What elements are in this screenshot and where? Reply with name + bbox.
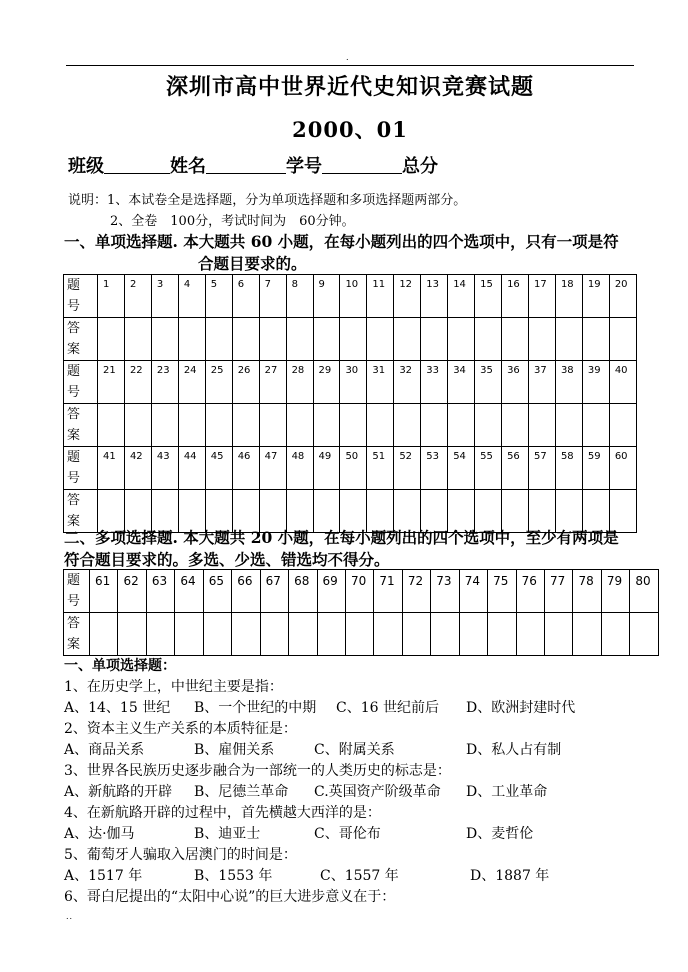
answer-cell[interactable] bbox=[394, 318, 421, 361]
header-rule bbox=[66, 65, 634, 66]
question-number: 59 bbox=[587, 451, 601, 462]
question-number: 1 bbox=[103, 279, 110, 290]
question-number-cell bbox=[573, 570, 601, 613]
q2-option-d: D、私人占有制 bbox=[466, 742, 562, 758]
question-number: 33 bbox=[426, 365, 439, 376]
question-number-cell bbox=[609, 361, 636, 404]
question-number: 17 bbox=[534, 279, 547, 290]
question-6-stem: 6、哥白尼提出的“太阳中心说”的巨大进步意义在于： bbox=[64, 889, 396, 905]
q1-option-d: D、欧洲封建时代 bbox=[466, 700, 576, 716]
question-number: 13 bbox=[426, 279, 439, 290]
question-number: 4 bbox=[183, 279, 191, 290]
question-number-cell bbox=[345, 570, 373, 613]
answer-cell[interactable] bbox=[232, 318, 259, 361]
question-number-cell bbox=[289, 570, 317, 613]
question-number: 49 bbox=[318, 451, 332, 462]
answer-cell[interactable] bbox=[178, 404, 205, 447]
q1-option-c: C、16 世纪前后 bbox=[336, 700, 439, 716]
question-number-cell bbox=[118, 570, 146, 613]
question-number-cell bbox=[259, 447, 286, 490]
question-number-row bbox=[64, 447, 637, 490]
question-number-cell bbox=[555, 447, 582, 490]
answer-cell[interactable] bbox=[582, 318, 609, 361]
answer-cell[interactable] bbox=[286, 318, 313, 361]
answer-cell[interactable] bbox=[232, 613, 260, 656]
q4-option-a: A、达·伽马 bbox=[64, 826, 135, 842]
question-number: 65 bbox=[208, 574, 225, 588]
question-number-label: 题号 bbox=[67, 573, 81, 609]
instructions-line-1: 说明：1、本试卷全是选择题，分为单项选择题和多项选择题两部分。 bbox=[68, 193, 467, 208]
q1-option-b: B、一个世纪的中期 bbox=[194, 700, 317, 716]
question-number: 32 bbox=[399, 365, 413, 376]
question-number-cell bbox=[317, 570, 345, 613]
question-number-cell bbox=[421, 361, 448, 404]
question-number: 6 bbox=[237, 279, 245, 290]
question-number: 14 bbox=[453, 279, 466, 290]
question-number-cell bbox=[402, 570, 430, 613]
question-number: 16 bbox=[507, 279, 520, 290]
question-number: 23 bbox=[156, 365, 170, 376]
class-blank[interactable] bbox=[104, 155, 170, 174]
question-number: 48 bbox=[291, 451, 305, 462]
answer-cell[interactable] bbox=[448, 404, 475, 447]
question-number: 38 bbox=[560, 365, 574, 376]
question-number-cell bbox=[178, 447, 205, 490]
q2-option-a: A、商品关系 bbox=[64, 742, 145, 758]
answer-cell[interactable] bbox=[488, 613, 516, 656]
question-number: 61 bbox=[95, 574, 111, 588]
question-5-stem: 5、葡萄牙人骗取入居澳门的时间是： bbox=[64, 847, 297, 863]
name-blank[interactable] bbox=[206, 155, 286, 174]
question-number: 75 bbox=[493, 574, 509, 588]
question-number: 31 bbox=[372, 365, 386, 376]
answer-cell[interactable] bbox=[232, 404, 259, 447]
question-number: 11 bbox=[372, 279, 386, 290]
question-number-cell bbox=[124, 275, 151, 318]
answer-cell[interactable] bbox=[529, 318, 556, 361]
answer-cell[interactable] bbox=[98, 318, 125, 361]
question-number: 5 bbox=[210, 279, 218, 290]
question-number-cell bbox=[203, 570, 231, 613]
row-label-cell bbox=[64, 570, 90, 613]
question-number: 20 bbox=[614, 279, 628, 290]
question-number-cell bbox=[488, 570, 516, 613]
question-number-cell bbox=[98, 275, 125, 318]
question-number-cell bbox=[529, 361, 556, 404]
answer-cell[interactable] bbox=[203, 613, 231, 656]
answer-cell[interactable] bbox=[609, 404, 636, 447]
question-number: 56 bbox=[507, 451, 520, 462]
page-subtitle: 2000、01 bbox=[292, 117, 408, 142]
question-number-cell bbox=[502, 361, 529, 404]
question-number-cell bbox=[259, 275, 286, 318]
question-number-cell bbox=[431, 570, 459, 613]
answer-cell[interactable] bbox=[151, 318, 178, 361]
question-number: 74 bbox=[464, 574, 480, 588]
row-label-cell bbox=[64, 447, 98, 490]
question-number-cell bbox=[151, 275, 178, 318]
answer-label: 答案 bbox=[67, 616, 81, 652]
question-number-label: 题号 bbox=[67, 278, 81, 314]
row-label-cell bbox=[64, 613, 90, 656]
question-number: 62 bbox=[123, 574, 139, 588]
question-number: 7 bbox=[264, 279, 271, 290]
question-number: 18 bbox=[560, 279, 574, 290]
answer-cell[interactable] bbox=[367, 404, 394, 447]
question-number-row bbox=[64, 361, 637, 404]
multi-choice-answer-table bbox=[63, 569, 659, 656]
question-number-cell bbox=[516, 570, 544, 613]
question-number: 43 bbox=[156, 451, 170, 462]
question-number-cell bbox=[394, 447, 421, 490]
answer-cell[interactable] bbox=[289, 613, 317, 656]
question-number: 44 bbox=[183, 451, 197, 462]
answer-cell[interactable] bbox=[421, 318, 448, 361]
q2-option-b: B、雇佣关系 bbox=[194, 742, 275, 758]
question-number: 57 bbox=[534, 451, 547, 462]
question-number-cell bbox=[259, 361, 286, 404]
question-number: 80 bbox=[635, 574, 651, 588]
q1-option-a: A、14、15 世纪 bbox=[64, 700, 171, 716]
question-number-cell bbox=[286, 275, 313, 318]
question-number-cell bbox=[367, 275, 394, 318]
question-number: 25 bbox=[210, 365, 224, 376]
question-number: 79 bbox=[606, 574, 623, 588]
answer-row bbox=[64, 404, 637, 447]
question-number-label: 题号 bbox=[67, 364, 81, 400]
question-number: 34 bbox=[453, 365, 466, 376]
question-number-cell bbox=[313, 361, 340, 404]
answer-cell[interactable] bbox=[555, 404, 582, 447]
question-number-row bbox=[64, 570, 659, 613]
question-number: 72 bbox=[407, 574, 424, 588]
class-label: 班级 bbox=[68, 156, 104, 177]
question-number-cell bbox=[178, 361, 205, 404]
question-number: 30 bbox=[345, 365, 359, 376]
question-number-label: 题号 bbox=[67, 450, 81, 486]
question-number: 64 bbox=[180, 574, 196, 588]
answer-cell[interactable] bbox=[573, 613, 601, 656]
answer-cell[interactable] bbox=[601, 613, 629, 656]
question-number: 8 bbox=[291, 279, 298, 290]
question-number: 12 bbox=[399, 279, 413, 290]
question-number-cell bbox=[260, 570, 288, 613]
answer-cell[interactable] bbox=[367, 318, 394, 361]
answer-cell[interactable] bbox=[529, 404, 556, 447]
row-label-cell bbox=[64, 275, 98, 318]
question-number: 70 bbox=[350, 574, 367, 588]
answer-cell[interactable] bbox=[555, 318, 582, 361]
question-number-cell bbox=[286, 361, 313, 404]
question-number-cell bbox=[232, 570, 260, 613]
question-number-cell bbox=[630, 570, 659, 613]
section2-heading: 二、多项选择题. 本大题共 20 小题，在每小题列出的四个选项中，至少有两项是 bbox=[64, 528, 619, 547]
question-number: 55 bbox=[480, 451, 493, 462]
q5-option-b: B、1553 年 bbox=[194, 868, 273, 884]
question-number-cell bbox=[555, 275, 582, 318]
q4-option-c: C、哥伦布 bbox=[314, 826, 381, 842]
student-info-fields bbox=[68, 154, 438, 180]
answer-cell[interactable] bbox=[502, 404, 529, 447]
question-number-cell bbox=[146, 570, 174, 613]
section1-heading: 一、单项选择题. 本大题共 60 小题，在每小题列出的四个选项中，只有一项是符 bbox=[64, 232, 619, 251]
question-number-cell bbox=[232, 275, 259, 318]
answer-cell[interactable] bbox=[118, 613, 146, 656]
question-number-cell bbox=[151, 447, 178, 490]
question-number-cell bbox=[475, 275, 502, 318]
question-number: 67 bbox=[265, 574, 281, 588]
question-number-cell bbox=[421, 275, 448, 318]
question-number-cell bbox=[124, 447, 151, 490]
answer-cell[interactable] bbox=[259, 318, 286, 361]
question-number-cell bbox=[394, 275, 421, 318]
question-number-cell bbox=[98, 361, 125, 404]
questions-heading: 一、单项选择题： bbox=[64, 658, 176, 674]
row-label-cell bbox=[64, 361, 98, 404]
question-number: 47 bbox=[264, 451, 278, 462]
answer-cell[interactable] bbox=[313, 404, 340, 447]
answer-cell[interactable] bbox=[178, 318, 205, 361]
answer-cell[interactable] bbox=[630, 613, 659, 656]
question-number-cell bbox=[421, 447, 448, 490]
question-number-cell bbox=[340, 447, 367, 490]
q2-option-c: C、附属关系 bbox=[314, 742, 395, 758]
question-number: 22 bbox=[129, 365, 143, 376]
question-number-cell bbox=[232, 447, 259, 490]
question-number: 41 bbox=[103, 451, 116, 462]
question-number-cell bbox=[459, 570, 487, 613]
answer-cell[interactable] bbox=[259, 404, 286, 447]
answer-cell[interactable] bbox=[98, 404, 125, 447]
question-number-cell bbox=[367, 361, 394, 404]
question-number: 53 bbox=[426, 451, 439, 462]
question-number-cell bbox=[124, 361, 151, 404]
question-number-cell bbox=[98, 447, 125, 490]
question-number-cell bbox=[582, 361, 609, 404]
question-number: 42 bbox=[129, 451, 143, 462]
answer-row bbox=[64, 613, 659, 656]
question-number: 28 bbox=[291, 365, 305, 376]
section1-heading-cont: 合题目要求的。 bbox=[198, 254, 307, 273]
q4-option-d: D、麦哲伦 bbox=[466, 826, 534, 842]
answer-row bbox=[64, 318, 637, 361]
answer-cell[interactable] bbox=[205, 318, 232, 361]
q5-option-d: D、1887 年 bbox=[470, 868, 550, 884]
answer-cell[interactable] bbox=[402, 613, 430, 656]
answer-cell[interactable] bbox=[475, 404, 502, 447]
question-number: 77 bbox=[550, 574, 566, 588]
question-number: 36 bbox=[507, 365, 520, 376]
answer-cell[interactable] bbox=[286, 404, 313, 447]
question-number-cell bbox=[609, 447, 636, 490]
answer-cell[interactable] bbox=[175, 613, 203, 656]
question-number: 40 bbox=[614, 365, 628, 376]
q5-option-a: A、1517 年 bbox=[64, 868, 143, 884]
row-label-cell bbox=[64, 318, 98, 361]
question-number-cell bbox=[502, 447, 529, 490]
question-number: 60 bbox=[614, 451, 628, 462]
answer-cell[interactable] bbox=[124, 404, 151, 447]
question-number: 68 bbox=[294, 574, 310, 588]
question-number: 19 bbox=[587, 279, 601, 290]
q3-option-a: A、新航路的开辟 bbox=[64, 784, 173, 800]
question-number: 24 bbox=[183, 365, 197, 376]
question-number-cell bbox=[340, 275, 367, 318]
question-number: 21 bbox=[103, 365, 116, 376]
answer-cell[interactable] bbox=[340, 404, 367, 447]
answer-cell[interactable] bbox=[151, 404, 178, 447]
question-number-cell bbox=[394, 361, 421, 404]
q5-option-c: C、1557 年 bbox=[320, 868, 399, 884]
question-number: 37 bbox=[534, 365, 547, 376]
question-number-cell bbox=[313, 275, 340, 318]
q3-option-c: C.英国资产阶级革命 bbox=[314, 784, 441, 800]
answer-label: 答案 bbox=[67, 493, 81, 529]
question-number: 10 bbox=[345, 279, 359, 290]
question-number-cell bbox=[448, 447, 475, 490]
name-label: 姓名 bbox=[170, 156, 206, 177]
question-3-stem: 3、世界各民族历史逐步融合为一部统一的人类历史的标志是： bbox=[64, 763, 451, 779]
question-number: 63 bbox=[151, 574, 168, 588]
answer-cell[interactable] bbox=[313, 318, 340, 361]
answer-label: 答案 bbox=[67, 407, 81, 443]
question-number-cell bbox=[374, 570, 402, 613]
question-number: 26 bbox=[237, 365, 251, 376]
answer-cell[interactable] bbox=[124, 318, 151, 361]
question-number-cell bbox=[367, 447, 394, 490]
question-number-cell bbox=[545, 570, 573, 613]
q3-option-b: B、尼德兰革命 bbox=[194, 784, 289, 800]
question-number: 50 bbox=[345, 451, 359, 462]
number-blank[interactable] bbox=[322, 155, 402, 174]
question-number: 54 bbox=[453, 451, 466, 462]
question-number-cell bbox=[205, 275, 232, 318]
answer-cell[interactable] bbox=[431, 613, 459, 656]
question-number-cell bbox=[205, 361, 232, 404]
q3-option-d: D、工业革命 bbox=[466, 784, 548, 800]
answer-cell[interactable] bbox=[345, 613, 373, 656]
question-number: 2 bbox=[129, 279, 137, 290]
answer-cell[interactable] bbox=[340, 318, 367, 361]
question-number: 45 bbox=[210, 451, 224, 462]
answer-cell[interactable] bbox=[205, 404, 232, 447]
answer-cell[interactable] bbox=[502, 318, 529, 361]
question-number-cell bbox=[90, 570, 118, 613]
number-label: 学号 bbox=[286, 156, 322, 177]
question-number-cell bbox=[232, 361, 259, 404]
question-number-cell bbox=[601, 570, 629, 613]
question-number: 27 bbox=[264, 365, 278, 376]
answer-cell[interactable] bbox=[459, 613, 487, 656]
question-number: 3 bbox=[156, 279, 164, 290]
bottom-mark: .. bbox=[66, 912, 74, 921]
question-number-cell bbox=[205, 447, 232, 490]
question-number-cell bbox=[529, 275, 556, 318]
answer-cell[interactable] bbox=[609, 318, 636, 361]
question-number: 66 bbox=[237, 574, 253, 588]
question-number-cell bbox=[475, 447, 502, 490]
question-number-cell bbox=[582, 447, 609, 490]
answer-cell[interactable] bbox=[374, 613, 402, 656]
question-number-cell bbox=[151, 361, 178, 404]
single-choice-answer-table bbox=[63, 274, 637, 533]
question-number: 15 bbox=[480, 279, 493, 290]
question-number: 69 bbox=[322, 574, 338, 588]
score-label: 总分 bbox=[402, 156, 438, 177]
question-number-cell bbox=[555, 361, 582, 404]
question-number-cell bbox=[475, 361, 502, 404]
question-number: 9 bbox=[318, 279, 325, 290]
section2-heading-cont: 符合题目要求的。多选、少选、错选均不得分。 bbox=[64, 550, 390, 569]
answer-cell[interactable] bbox=[90, 613, 118, 656]
question-number-cell bbox=[313, 447, 340, 490]
answer-cell[interactable] bbox=[582, 404, 609, 447]
question-1-stem: 1、在历史学上，中世纪主要是指： bbox=[64, 679, 283, 695]
question-number-cell bbox=[286, 447, 313, 490]
question-number-cell bbox=[448, 275, 475, 318]
question-number: 46 bbox=[237, 451, 251, 462]
answer-label: 答案 bbox=[67, 321, 81, 357]
question-number: 29 bbox=[318, 365, 332, 376]
answer-cell[interactable] bbox=[421, 404, 448, 447]
question-4-stem: 4、在新航路开辟的过程中，首先横越大西洋的是： bbox=[64, 805, 381, 821]
answer-cell[interactable] bbox=[394, 404, 421, 447]
question-number-cell bbox=[529, 447, 556, 490]
question-number-cell bbox=[582, 275, 609, 318]
answer-cell[interactable] bbox=[545, 613, 573, 656]
q4-option-b: B、迪亚士 bbox=[194, 826, 261, 842]
question-number-cell bbox=[178, 275, 205, 318]
question-2-stem: 2、资本主义生产关系的本质特征是： bbox=[64, 721, 297, 737]
question-number-row bbox=[64, 275, 637, 318]
answer-cell[interactable] bbox=[448, 318, 475, 361]
question-number: 51 bbox=[372, 451, 386, 462]
answer-cell[interactable] bbox=[516, 613, 544, 656]
answer-cell[interactable] bbox=[260, 613, 288, 656]
question-number: 52 bbox=[399, 451, 413, 462]
question-number-cell bbox=[340, 361, 367, 404]
question-number: 71 bbox=[379, 574, 395, 588]
answer-cell[interactable] bbox=[475, 318, 502, 361]
question-number-cell bbox=[609, 275, 636, 318]
question-number-cell bbox=[175, 570, 203, 613]
page-title: 深圳市高中世界近代史知识竞赛试题 bbox=[165, 74, 534, 100]
question-number: 39 bbox=[587, 365, 601, 376]
answer-cell[interactable] bbox=[146, 613, 174, 656]
question-number-cell bbox=[448, 361, 475, 404]
row-label-cell bbox=[64, 404, 98, 447]
answer-cell[interactable] bbox=[317, 613, 345, 656]
question-number-cell bbox=[502, 275, 529, 318]
question-number: 35 bbox=[480, 365, 493, 376]
question-number: 78 bbox=[578, 574, 594, 588]
instructions-line-2: 2、全卷 100分，考试时间为 60分钟。 bbox=[110, 214, 355, 229]
top-mark: . bbox=[346, 53, 349, 62]
question-number: 58 bbox=[560, 451, 574, 462]
question-number: 73 bbox=[436, 574, 452, 588]
question-number: 76 bbox=[521, 574, 537, 588]
